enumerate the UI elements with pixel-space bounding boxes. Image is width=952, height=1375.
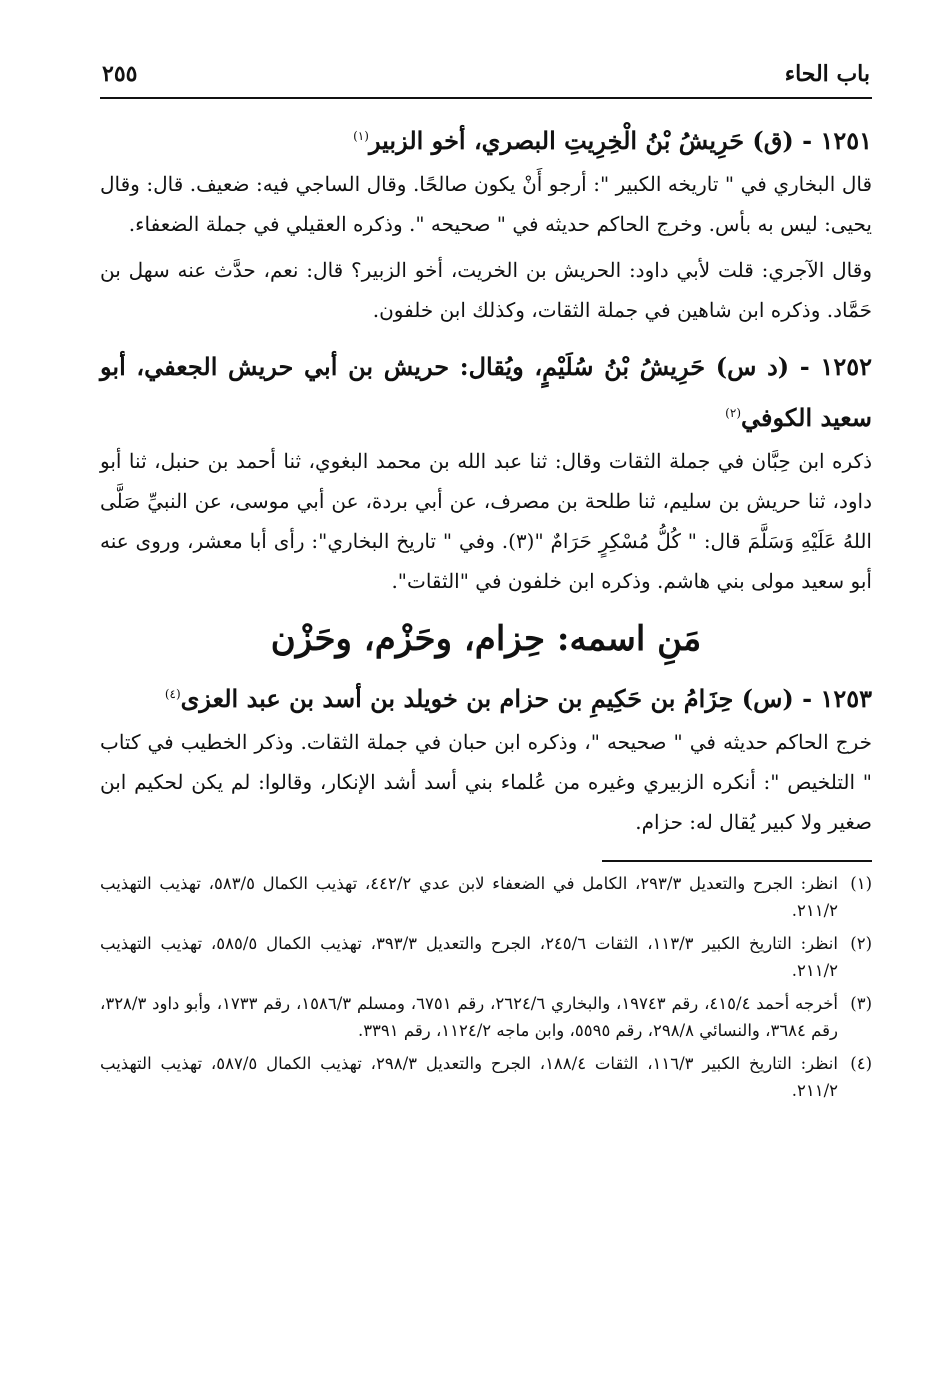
footnote-text: أخرجه أحمد ٤١٥/٤، رقم ١٩٧٤٣، والبخاري ٢٦٢٤/٦، رقم ٦٧٥١، ومسلم ١٥٨٦/٣، رقم ١٧٣٣، وأبو داود ٣٢٨/٣، رقم ٣٦٨٤، والنسائي ٢٩٨/٨، رقم ٥٥٩٥، وابن ماجه ١١٢٤/٢، رقم ٣٣٩١. (100, 994, 838, 1040)
footnote-number: (١) (850, 874, 872, 893)
footnotes (100, 870, 872, 1104)
footnote-number: (٣) (850, 994, 872, 1013)
entry-heading-1253 (100, 671, 872, 722)
footnote-text: انظر: التاريخ الكبير ١١٣/٣، الثقات ٢٤٥/٦، الجرح والتعديل ٣٩٣/٣، تهذيب الكمال ٥٨٥/٥، تهذيب التهذيب ٢١١/٢. (100, 934, 838, 980)
footnote (100, 990, 872, 1044)
entry-heading-text: ١٢٥٢ - (د س) حَرِيشُ بْنُ سُلَيْمٍ، ويُقال: حريش بن أبي حريش الجعفي، أبو سعيد الكوفي (100, 352, 872, 432)
footnote-ref: (٢) (725, 406, 741, 420)
entry-heading-text: ١٢٥١ - (ق) حَرِيشُ بْنُ الْخِرِيتِ البصري، أخو الزبير (368, 126, 872, 155)
running-header (100, 55, 872, 99)
footnote (100, 1050, 872, 1104)
entry-heading-1251 (100, 113, 872, 164)
book-page (100, 55, 872, 1110)
footnote (100, 870, 872, 924)
footnote-ref: (١) (353, 129, 369, 143)
chapter-title: باب الحاء (784, 61, 870, 87)
entry-heading-1252 (100, 344, 872, 441)
footnote-number: (٤) (850, 1054, 872, 1073)
paragraph: ذكره ابن حِبَّان في جملة الثقات وقال: ثنا عبد الله بن محمد البغوي، ثنا أحمد بن حنبل، ثنا أبو داود، ثنا حريش بن سليم، ثنا طلحة بن مصرف، عن أبي بردة، عن أبي موسى، عن النبيِّ صَلَّى اللهُ عَلَيْهِ وَسَلَّمَ قال: " كُلُّ مُسْكِرٍ حَرَامٌ "(٣). وفي " تاريخ البخاري": رأى أبا معشر، وروى عنه أبو سعيد مولى بني هاشم. وذكره ابن خلفون في "الثقات". (100, 449, 872, 593)
paragraph: خرج الحاكم حديثه في " صحيحه "، وذكره ابن حبان في جملة الثقات. وذكر الخطيب في كتاب " التلخيص ": أنكره الزبيري وغيره من عُلماء بني أسد أشد الإنكار، وقالوا: لم يكن لحكيم ابن صغير ولا كبير يُقال له: حزام. (100, 730, 872, 834)
footnote-number: (٢) (850, 934, 872, 953)
paragraph: وقال الآجري: قلت لأبي داود: الحريش بن الخريت، أخو الزبير؟ قال: نعم، حدَّث عنه سهل بن حَمَّاد. وذكره ابن شاهين في جملة الثقات، وكذلك ابن خلفون. (100, 258, 872, 322)
footnote-divider (602, 860, 872, 862)
page-number: ٢٥٥ (102, 61, 138, 87)
footnote-text: انظر: التاريخ الكبير ١١٦/٣، الثقات ١٨٨/٤، الجرح والتعديل ٢٩٨/٣، تهذيب الكمال ٥٨٧/٥، تهذيب التهذيب ٢١١/٢. (100, 1054, 838, 1100)
footnote-ref: (٤) (164, 687, 181, 701)
entry-heading-text: ١٢٥٣ - (س) حِزَامُ بن حَكِيمِ بن حزام بن خويلد بن أسد بن عبد العزى (180, 684, 872, 713)
paragraph: قال البخاري في " تاريخه الكبير ": أرجو أَنْ يكون صالحًا. وقال الساجي فيه: ضعيف. قال: وقال يحيى: ليس به بأس. وخرج الحاكم حديثه في " صحيحه ". وذكره العقيلي في جملة الضعفاء. (100, 172, 872, 236)
footnote (100, 930, 872, 984)
footnote-text: انظر: الجرح والتعديل ٢٩٣/٣، الكامل في الضعفاء لابن عدي ٤٤٢/٢، تهذيب الكمال ٥٨٣/٥، تهذيب التهذيب ٢١١/٢. (100, 874, 838, 920)
section-title: مَنِ اسمه: حِزام، وحَزْم، وحَزْن (270, 619, 702, 659)
